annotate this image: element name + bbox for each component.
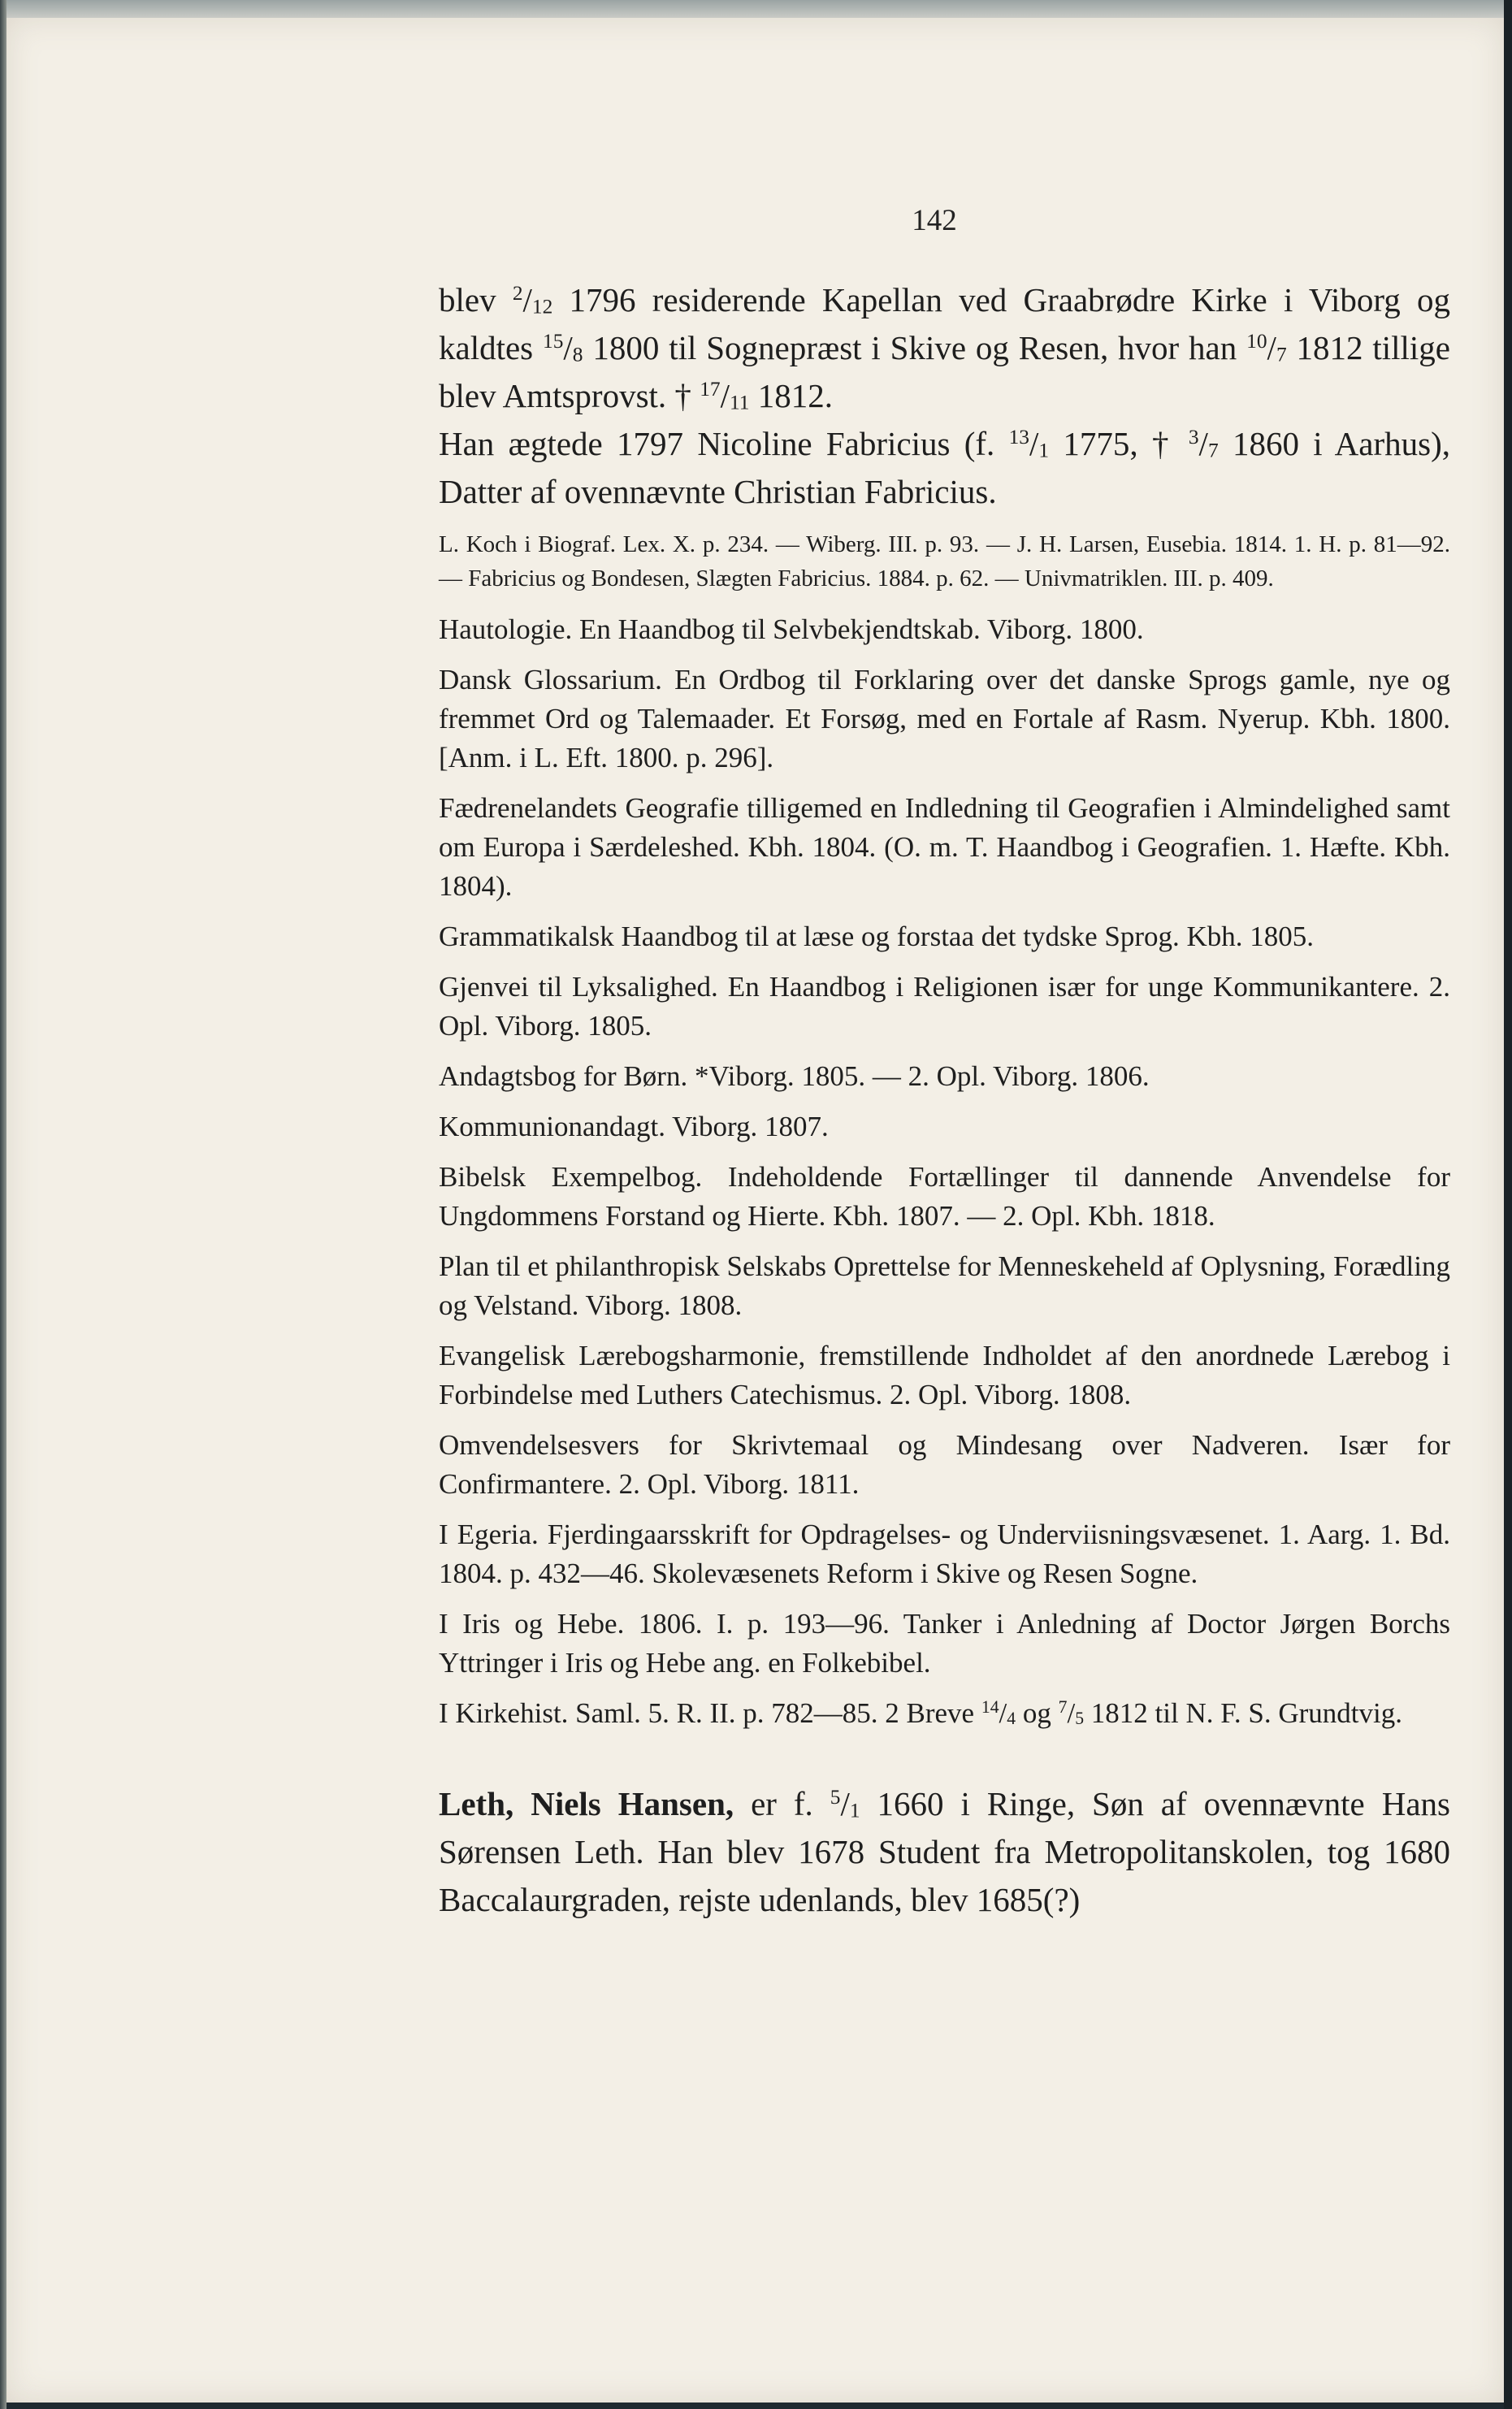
- bibliography-item: Hautologie. En Haandbog til Selvbekjendtskab. Viborg. 1800.: [439, 613, 1144, 645]
- bibliography-item: Fædrenelandets Geografie tilligemed en Indledning til Geografien i Almindelighed samt om Europa i Særdeleshed. Kbh. 1804. (O. m. T. Haandbog i Geografien. 1. Hæfte. Kbh. 1804).: [439, 792, 1450, 902]
- bibliography-item: Plan til et philanthropisk Selskabs Oprettelse for Menneskeheld af Oplysning, Forædling og Velstand. Viborg. 1808.: [439, 1250, 1450, 1321]
- entry-text: er f. $^5/_1$ 1660 i Ringe, Søn af ovennævnte Hans Sørensen Leth. Han blev 1678 Student fra Metropolitanskolen, tog 1680 Baccalaurgraden, rejste udenlands, blev 1685(?): [439, 1785, 1450, 1918]
- scan-right-edge: [1504, 0, 1512, 2409]
- bibliography-item: Dansk Glossarium. En Ordbog til Forklaring over det danske Sprogs gamle, nye og fremmet Ord og Talemaader. Et Forsøg, med en Fortale af Rasm. Nyerup. Kbh. 1800. [Anm. i L. Eft. 1800. p. 296].: [439, 664, 1450, 773]
- bibliography-item: Kommunionandagt. Viborg. 1807.: [439, 1111, 829, 1142]
- bibliography-item: Evangelisk Lærebogsharmonie, fremstillende Indholdet af den anordnede Lærebog i Forbindelse med Luthers Catechismus. 2. Opl. Viborg. 1808.: [439, 1340, 1450, 1410]
- scan-left-edge: [0, 0, 6, 2409]
- bibliography-item: Gjenvei til Lyksalighed. En Haandbog i Religionen især for unge Kommunikantere. 2. Opl. Viborg. 1805.: [439, 971, 1450, 1042]
- bibliography-list: [439, 610, 1450, 1733]
- page-number: 142: [912, 204, 957, 237]
- entry-headword: Leth, Niels Hansen,: [439, 1785, 734, 1822]
- bibliography-item: Grammatikalsk Haandbog til at læse og forstaa det tydske Sprog. Kbh. 1805.: [439, 921, 1315, 952]
- entry-leth-niels-hansen: [439, 1780, 1450, 1924]
- scan-top-edge: [0, 0, 1512, 18]
- bibliography-item: Bibelsk Exempelbog. Indeholdende Fortællinger til dannende Anvendelse for Ungdommens Forstand og Hierte. Kbh. 1807. — 2. Opl. Kbh. 1818.: [439, 1161, 1450, 1232]
- page-text: [439, 276, 1450, 1924]
- biography-paragraph: blev $^2/_{12}$ 1796 residerende Kapellan ved Graabrødre Kirke i Viborg og kaldtes $^{15}/_8$ 1800 til Sognepræst i Skive og Resen, hvor han $^{10}/_7$ 1812 tillige blev Amtsprovst. † $^{17}/_{11}$ 1812.: [439, 281, 1450, 414]
- bibliography-item: Andagtsbog for Børn. *Viborg. 1805. — 2. Opl. Viborg. 1806.: [439, 1060, 1150, 1092]
- sources-note: L. Koch i Biograf. Lex. X. p. 234. — Wiberg. III. p. 93. — J. H. Larsen, Eusebia. 1814. 1. H. p. 81—92. — Fabricius og Bondesen, Slægten Fabricius. 1884. p. 62. — Univmatriklen. III. p. 409.: [439, 531, 1450, 591]
- marriage-paragraph: Han ægtede 1797 Nicoline Fabricius (f. $^{13}/_1$ 1775, † $^3/_7$ 1860 i Aarhus), Datter af ovennævnte Christian Fabricius.: [439, 425, 1451, 510]
- bibliography-item-letters: I Kirkehist. Saml. 5. R. II. p. 782—85. 2 Breve $^{14}/_4$ og $^7/_5$ 1812 til N. F. S. Grundtvig.: [439, 1697, 1402, 1729]
- bibliography-item: I Egeria. Fjerdingaarsskrift for Opdragelses- og Underviisningsvæsenet. 1. Aarg. 1. Bd. 1804. p. 432—46. Skolevæsenets Reform i Skive og Resen Sogne.: [439, 1519, 1450, 1589]
- bibliography-item: Omvendelsesvers for Skrivtemaal og Mindesang over Nadveren. Især for Confirmantere. 2. Opl. Viborg. 1811.: [439, 1429, 1450, 1500]
- bibliography-item: I Iris og Hebe. 1806. I. p. 193—96. Tanker i Anledning af Doctor Jørgen Borchs Yttringer i Iris og Hebe ang. en Folkebibel.: [439, 1608, 1450, 1679]
